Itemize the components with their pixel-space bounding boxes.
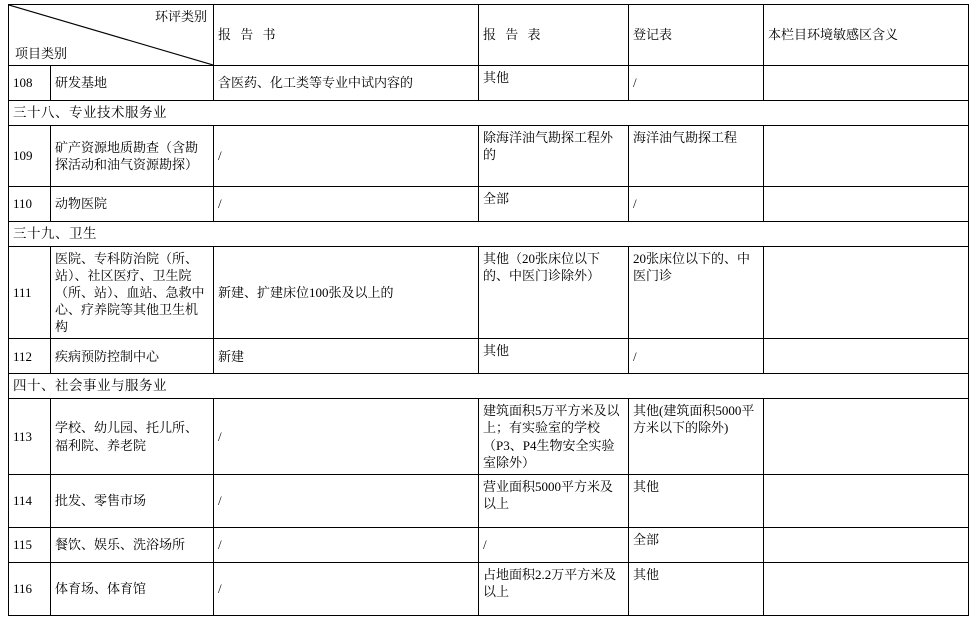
cell-registration-form: 其他 (629, 474, 764, 527)
cell-item-number: 109 (9, 125, 51, 186)
cell-registration-form: 20张床位以下的、中医门诊 (629, 246, 764, 339)
table-row (9, 66, 969, 101)
cell-report-form: 其他 (479, 66, 629, 101)
cell-item-number: 112 (9, 339, 51, 374)
header-project-category: 项目类别 (15, 45, 68, 61)
cell-sensitive-area (764, 186, 969, 221)
table-row (9, 474, 969, 527)
table-row (9, 399, 969, 475)
cell-sensitive-area (764, 246, 969, 339)
cell-project-category: 疾病预防控制中心 (51, 339, 214, 374)
cell-sensitive-area (764, 399, 969, 475)
cell-registration-form: 全部 (629, 527, 764, 562)
header-corner-cell (9, 5, 214, 66)
cell-registration-form: / (629, 339, 764, 374)
section-header-row (9, 221, 969, 246)
cell-report-form: 占地面积2.2万平方米及以上 (479, 562, 629, 615)
header-row (9, 5, 969, 66)
cell-project-category: 研发基地 (51, 66, 214, 101)
header-registration-form: 登记表 (629, 5, 764, 66)
cell-report-book: / (214, 186, 479, 221)
section-title: 三十八、专业技术服务业 (9, 101, 969, 126)
header-report-book: 报 告 书 (214, 5, 479, 66)
table-row (9, 562, 969, 615)
cell-item-number: 108 (9, 66, 51, 101)
cell-report-book: / (214, 399, 479, 475)
environmental-assessment-table (8, 4, 969, 616)
cell-project-category: 餐饮、娱乐、洗浴场所 (51, 527, 214, 562)
cell-registration-form: 其他 (629, 562, 764, 615)
cell-report-book: / (214, 562, 479, 615)
cell-item-number: 114 (9, 474, 51, 527)
cell-sensitive-area (764, 66, 969, 101)
cell-project-category: 学校、幼儿园、托儿所、福利院、养老院 (51, 399, 214, 475)
table-row (9, 527, 969, 562)
section-title: 四十、社会事业与服务业 (9, 374, 969, 399)
table-row (9, 125, 969, 186)
cell-sensitive-area (764, 339, 969, 374)
cell-project-category: 批发、零售市场 (51, 474, 214, 527)
cell-sensitive-area (764, 125, 969, 186)
cell-item-number: 113 (9, 399, 51, 475)
cell-report-book: 含医药、化工类等专业中试内容的 (214, 66, 479, 101)
cell-report-book: / (214, 125, 479, 186)
cell-report-book: 新建、扩建床位100张及以上的 (214, 246, 479, 339)
cell-report-form: / (479, 527, 629, 562)
table-row (9, 186, 969, 221)
cell-item-number: 115 (9, 527, 51, 562)
cell-item-number: 110 (9, 186, 51, 221)
cell-sensitive-area (764, 562, 969, 615)
section-header-row (9, 374, 969, 399)
table-header (9, 5, 969, 66)
cell-report-form: 全部 (479, 186, 629, 221)
table-row (9, 246, 969, 339)
section-header-row (9, 101, 969, 126)
cell-project-category: 医院、专科防治院（所、站）、社区医疗、卫生院（所、站）、血站、急救中心、疗养院等其他卫生机构 (51, 246, 214, 339)
table-row (9, 339, 969, 374)
cell-sensitive-area (764, 527, 969, 562)
cell-report-book: 新建 (214, 339, 479, 374)
cell-report-form: 建筑面积5万平方米及以上；有实验室的学校（P3、P4生物安全实验室除外） (479, 399, 629, 475)
cell-item-number: 116 (9, 562, 51, 615)
cell-registration-form: 其他(建筑面积5000平方米以下的除外) (629, 399, 764, 475)
header-sensitive-area-meaning: 本栏目环境敏感区含义 (764, 5, 969, 66)
table-body (9, 66, 969, 616)
document-page (8, 4, 968, 616)
cell-registration-form: / (629, 186, 764, 221)
cell-project-category: 动物医院 (51, 186, 214, 221)
cell-report-form: 其他（20张床位以下的、中医门诊除外） (479, 246, 629, 339)
cell-report-form: 营业面积5000平方米及以上 (479, 474, 629, 527)
section-title: 三十九、卫生 (9, 221, 969, 246)
cell-report-form: 其他 (479, 339, 629, 374)
header-assessment-category: 环评类别 (154, 9, 207, 24)
cell-project-category: 矿产资源地质勘查（含勘探活动和油气资源勘探） (51, 125, 214, 186)
cell-report-book: / (214, 527, 479, 562)
cell-report-book: / (214, 474, 479, 527)
header-report-form: 报 告 表 (479, 5, 629, 66)
cell-registration-form: / (629, 66, 764, 101)
cell-report-form: 除海洋油气勘探工程外的 (479, 125, 629, 186)
cell-registration-form: 海洋油气勘探工程 (629, 125, 764, 186)
cell-sensitive-area (764, 474, 969, 527)
cell-item-number: 111 (9, 246, 51, 339)
cell-project-category: 体育场、体育馆 (51, 562, 214, 615)
